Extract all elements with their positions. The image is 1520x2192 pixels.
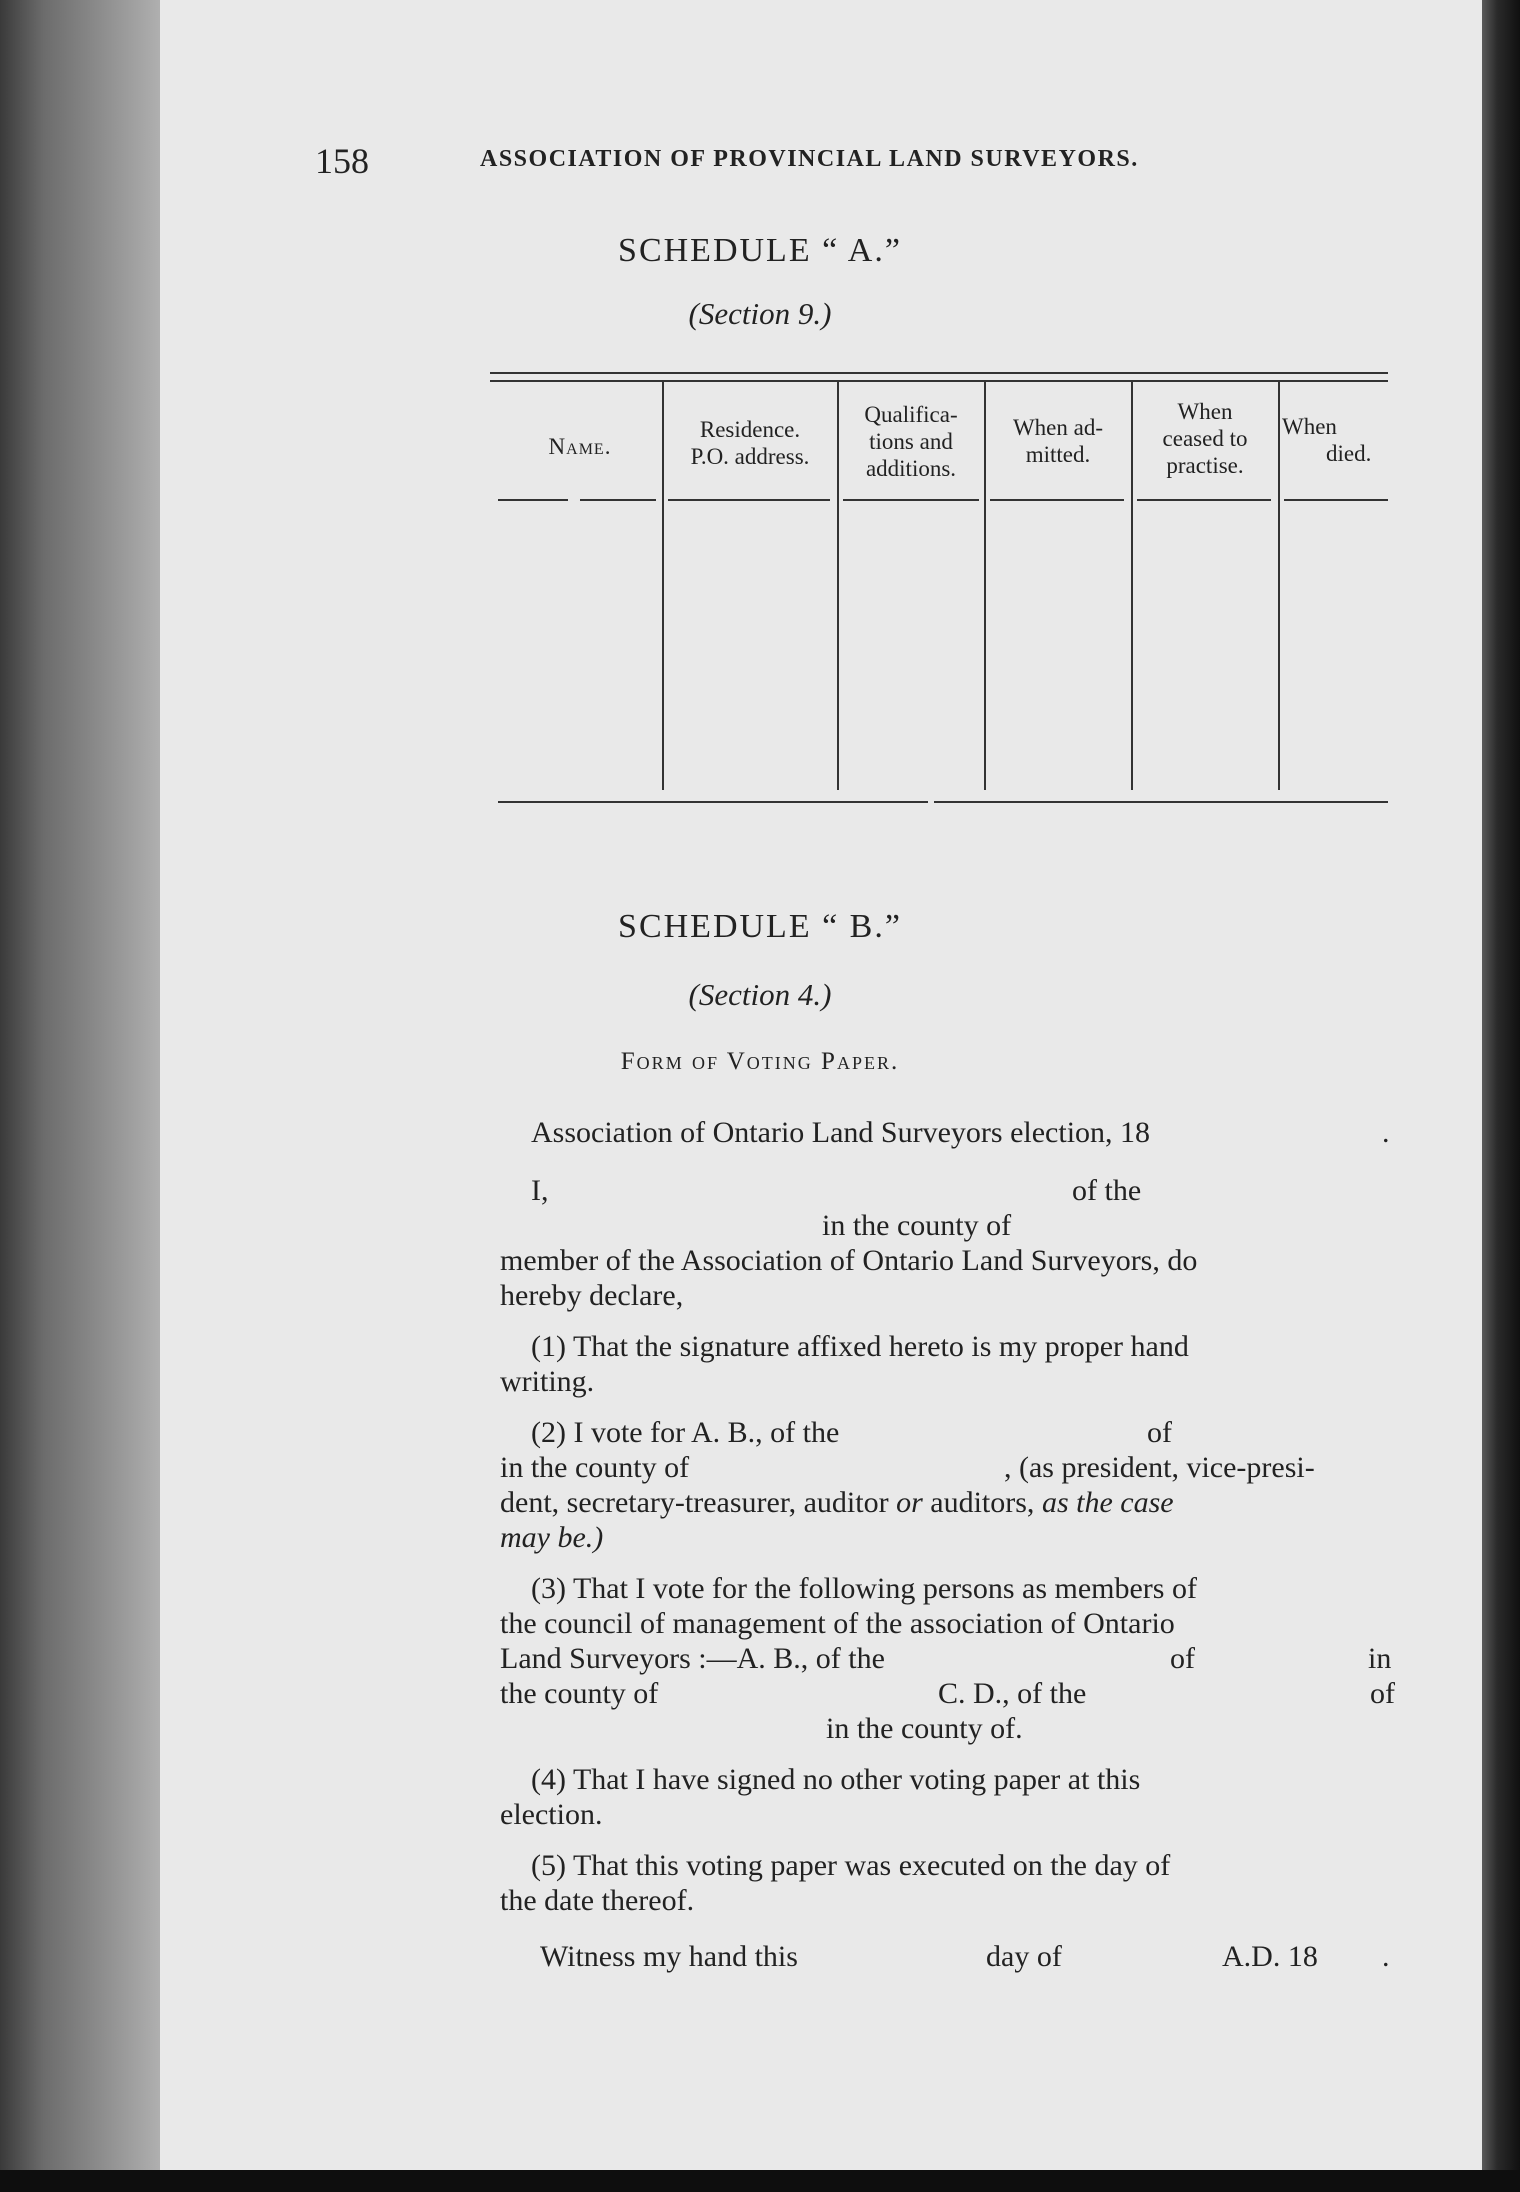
election-line-end: . [1382, 1116, 1390, 1149]
header-dash [1284, 499, 1388, 501]
header-dash [1137, 499, 1271, 501]
column-header-when-died: When died. [1282, 414, 1372, 466]
header-dash [498, 499, 568, 501]
schedule-a-title: SCHEDULE “ A.” [618, 232, 902, 269]
column-header-when-ceased: When ceased to practise. [1162, 399, 1248, 478]
clause-2-offices: , (as president, vice-presi- [1004, 1451, 1315, 1484]
page-number: 158 [315, 141, 369, 181]
header-dash [668, 499, 830, 501]
clause-2-line-4: may be.) [500, 1521, 604, 1554]
clause-2-county: in the county of [500, 1451, 690, 1484]
clause-3-line-3: Land Surveyors :—A. B., of the [500, 1642, 885, 1675]
clause-1-line-1: (1) That the signature affixed hereto is my proper hand [531, 1330, 1189, 1363]
clause-3-line-1: (3) That I vote for the following persons as members of [531, 1572, 1197, 1605]
column-header-when-admitted: When ad- mitted. [1012, 415, 1104, 467]
form-title: Form of Voting Paper. [620, 1048, 900, 1075]
clause-3-cd-of: of [1370, 1677, 1395, 1710]
declaration-member: member of the Association of Ontario Land Surveyors, do [500, 1244, 1198, 1277]
clause-3-cd-county: in the county of. [826, 1712, 1023, 1745]
clause-3-cd: C. D., of the [938, 1677, 1087, 1710]
table-bottom-rule [934, 801, 1388, 803]
witness-line: Witness my hand this [540, 1940, 798, 1973]
declaration-hereby: hereby declare, [500, 1279, 684, 1312]
clause-3-county: the county of [500, 1677, 659, 1710]
clause-2-line-3: dent, secretary-treasurer, auditor or auditors, as the case [500, 1486, 1174, 1519]
clause-2-line-1: (2) I vote for A. B., of the [531, 1416, 840, 1449]
schedule-b-title: SCHEDULE “ B.” [618, 908, 902, 945]
table-bottom-rule [498, 801, 928, 803]
clause-3-of: of [1170, 1642, 1195, 1675]
clause-4-line-1: (4) That I have signed no other voting paper at this [531, 1763, 1141, 1796]
clause-2-of: of [1147, 1416, 1172, 1449]
witness-ad: A.D. 18 [1222, 1940, 1318, 1973]
table-top-rule-inner [490, 380, 1388, 382]
clause-3-in: in [1368, 1642, 1392, 1675]
election-line: Association of Ontario Land Surveyors election, 18 [531, 1116, 1151, 1149]
declaration-i: I, [531, 1174, 549, 1207]
clause-1-line-2: writing. [500, 1365, 595, 1398]
clause-3-line-2: the council of management of the association of Ontario [500, 1607, 1175, 1640]
clause-5-line-2: the date thereof. [500, 1884, 695, 1917]
clause-5-line-1: (5) That this voting paper was executed on the day of [531, 1849, 1171, 1882]
table-column-rule [1278, 382, 1280, 790]
header-dash [843, 499, 979, 501]
running-head: ASSOCIATION OF PROVINCIAL LAND SURVEYORS. [480, 146, 1139, 172]
schedule-b-section-ref: (Section 4.) [688, 977, 832, 1012]
scan-bottom-border [0, 2170, 1520, 2192]
schedule-a-section-ref: (Section 9.) [688, 296, 832, 331]
column-header-qualifications: Qualifica- tions and additions. [864, 402, 958, 481]
column-header-name: Name. [548, 434, 612, 459]
declaration-of-the: of the [1072, 1174, 1142, 1207]
column-header-residence: Residence. P.O. address. [690, 417, 810, 469]
witness-day-of: day of [986, 1940, 1062, 1973]
header-dash [990, 499, 1124, 501]
witness-end: . [1382, 1940, 1390, 1973]
table-top-rule [490, 372, 1388, 374]
clause-4-line-2: election. [500, 1798, 603, 1831]
header-dash [580, 499, 656, 501]
declaration-county: in the county of [822, 1209, 1012, 1242]
